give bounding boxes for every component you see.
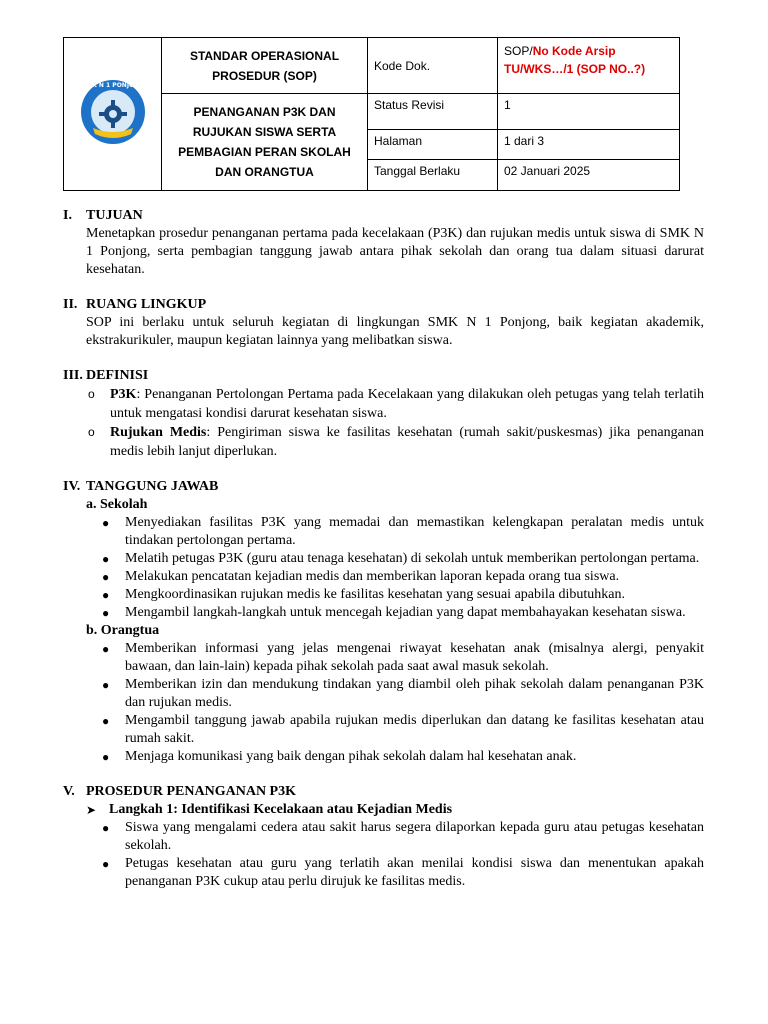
kode-label: Kode Dok.	[368, 38, 498, 94]
definition-term: Rujukan Medis	[110, 425, 207, 440]
logo-cell	[64, 38, 162, 191]
definition-text: : Pengiriman siswa ke fasilitas kesehatan (rumah sakit/puskesmas) jika penanganan medis lebih lanjut diperlukan.	[110, 425, 705, 459]
step1-list	[63, 819, 704, 891]
tujuan-text: Menetapkan prosedur penanganan pertama pada kecelakaan (P3K) dan rujukan medis untuk siswa di SMK N 1 Ponjong, serta pembagian tanggung jawab antara pihak sekolah dan orang tua dalam situasi darurat kesehatan.	[86, 226, 704, 277]
section-heading-definisi	[63, 367, 704, 385]
step-list	[63, 801, 704, 819]
bullet-icon: ●	[102, 714, 110, 728]
ruang-lingkup-text: SOP ini berlaku untuk seluruh kegiatan di lingkungan SMK N 1 Ponjong, baik kegiatan akademik, ekstrakurikuler, maupun kegiatan lainnya yang melibatkan siswa.	[86, 315, 704, 348]
main-title-line: DAN ORANGTUA	[215, 165, 314, 179]
tanggal-label: Tanggal Berlaku	[368, 160, 498, 191]
step-title: Langkah 1: Identifikasi Kecelakaan atau Kejadian Medis	[109, 802, 453, 817]
definition-text: : Penanganan Pertolongan Pertama pada Kecelakaan yang dilakukan oleh petugas yang telah terlatih untuk mengatasi kondisi darurat kesehatan siswa.	[110, 387, 704, 421]
definition-term: P3K	[110, 387, 137, 402]
kode-value	[498, 38, 680, 94]
svg-text:SMK N 1 PONJONG: SMK N 1 PONJONG	[81, 81, 144, 89]
section-title: PROSEDUR PENANGANAN P3K	[86, 784, 296, 799]
halaman-value: 1 dari 3	[498, 130, 680, 160]
bullet-icon: ●	[102, 588, 110, 602]
section-title: TUJUAN	[86, 208, 143, 223]
subsection-sekolah: a. Sekolah	[86, 497, 148, 512]
main-title-line: PENANGANAN P3K DAN	[193, 105, 336, 119]
bullet-icon: ●	[102, 606, 110, 620]
section-title: DEFINISI	[86, 368, 149, 383]
main-title-line: PEMBAGIAN PERAN SKOLAH	[178, 145, 351, 159]
section-number: II.	[63, 297, 78, 312]
main-title-line: RUJUKAN SISWA SERTA	[192, 125, 337, 139]
school-logo-icon	[79, 74, 147, 150]
sekolah-list	[63, 514, 704, 622]
list-item: ● Memberikan informasi yang jelas mengenai riwayat kesehatan anak (misalnya alergi, penyakit bawaan, dan lain-lain) kepada pihak sekolah pada saat awal masuk sekolah.	[102, 641, 704, 674]
status-value: 1	[498, 94, 680, 130]
sop-title-line: PROSEDUR (SOP)	[212, 68, 317, 83]
section-number: V.	[63, 784, 75, 799]
section-heading-tanggung-jawab	[63, 478, 704, 496]
bullet-icon: ●	[102, 516, 110, 530]
section-title: TANGGUNG JAWAB	[86, 479, 219, 494]
section-number: I.	[63, 208, 72, 223]
kode-archive-red-2: TU/WKS…/1 (SOP NO..?)	[504, 62, 646, 76]
list-item	[86, 801, 704, 819]
definition-list	[63, 385, 704, 461]
list-item: ● Menyediakan fasilitas P3K yang memadai dan memastikan kelengkapan peralatan medis untuk tindakan pertolongan pertama.	[102, 515, 704, 548]
circle-bullet-icon: o	[88, 425, 95, 439]
sop-title-line: STANDAR OPERASIONAL	[189, 48, 340, 63]
halaman-label: Halaman	[368, 130, 498, 160]
kode-archive-red: No Kode Arsip	[532, 44, 616, 58]
bullet-icon: ●	[102, 552, 110, 566]
kode-prefix: SOP/	[504, 44, 533, 58]
list-item: ● Menjaga komunikasi yang baik dengan pihak sekolah dalam hal kesehatan anak.	[102, 749, 577, 764]
bullet-icon: ●	[102, 678, 110, 692]
bullet-icon: ●	[102, 570, 110, 584]
section-heading-ruang-lingkup	[63, 296, 704, 314]
sop-header-table	[63, 37, 680, 191]
subsection-orangtua: b. Orangtua	[86, 623, 160, 638]
bullet-icon: ●	[102, 821, 110, 835]
section-heading-prosedur	[63, 783, 704, 801]
list-item: ● Mengambil langkah-langkah untuk mencegah kejadian yang dapat membahayakan kesehatan siswa.	[102, 605, 686, 620]
circle-bullet-icon: o	[88, 387, 95, 401]
list-item: ● Mengambil tanggung jawab apabila rujukan medis diperlukan dan datang ke fasilitas kesehatan atau rumah sakit.	[102, 713, 704, 746]
list-item: ● Melakukan pencatatan kejadian medis dan memberikan laporan kepada orang tua siswa.	[102, 569, 620, 584]
list-item: ● Memberikan izin dan mendukung tindakan yang diambil oleh pihak sekolah dalam penanganan P3K dan rujukan medis.	[102, 677, 704, 710]
section-title: RUANG LINGKUP	[86, 297, 207, 312]
section-number: IV.	[63, 479, 81, 494]
bullet-icon: ●	[102, 750, 110, 764]
bullet-icon: ●	[102, 857, 110, 871]
arrow-bullet-icon: ➤	[86, 803, 97, 817]
list-item	[86, 385, 704, 423]
sop-main-title-cell	[162, 94, 368, 191]
section-heading-tujuan	[63, 207, 704, 225]
list-item: ● Petugas kesehatan atau guru yang terlatih akan menilai kondisi siswa dan menentukan apakah penanganan P3K cukup atau perlu dirujuk ke fasilitas medis.	[102, 856, 704, 889]
bullet-icon: ●	[102, 642, 110, 656]
section-number: III.	[63, 368, 83, 383]
status-label: Status Revisi	[368, 94, 498, 130]
sop-title-cell	[162, 38, 368, 94]
list-item: ● Siswa yang mengalami cedera atau sakit harus segera dilaporkan kepada guru atau petugas kesehatan sekolah.	[102, 820, 704, 853]
orangtua-list	[63, 640, 704, 766]
list-item: ● Melatih petugas P3K (guru atau tenaga kesehatan) di sekolah untuk memberikan pertolongan pertama.	[102, 551, 700, 566]
document-body	[63, 207, 704, 891]
tanggal-value: 02 Januari 2025	[498, 160, 680, 191]
list-item	[86, 423, 704, 461]
list-item: ● Mengkoordinasikan rujukan medis ke fasilitas kesehatan yang sesuai apabila dibutuhkan.	[102, 587, 625, 602]
